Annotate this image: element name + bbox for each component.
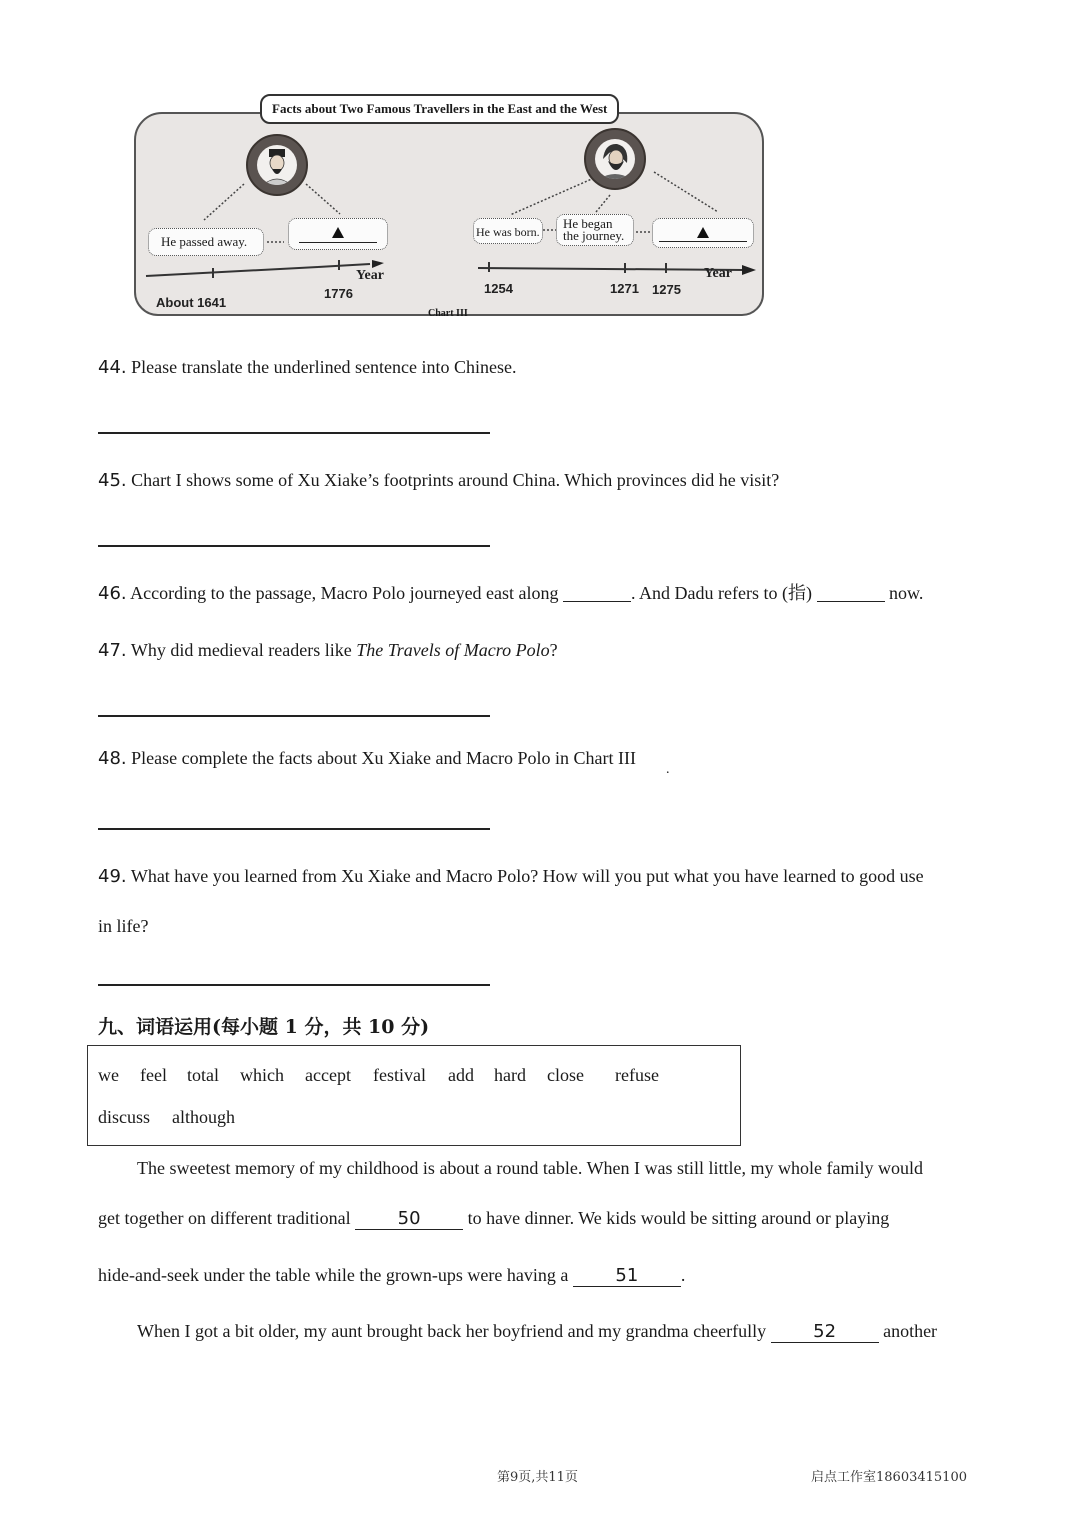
fact-box-began-journey: He began the journey.: [556, 214, 634, 246]
blank-46b[interactable]: [817, 583, 885, 602]
word-bank-item: which: [240, 1065, 284, 1085]
page-number: 第9页,共11页: [497, 1470, 578, 1485]
studio-contact: 启点工作室18603415100: [811, 1470, 967, 1485]
stray-mark: .: [666, 762, 670, 777]
question-44: 44. Please translate the underlined sentence into Chinese.: [98, 357, 517, 378]
word-bank-box: [87, 1045, 741, 1146]
tick-1254: [488, 262, 490, 272]
blank-51[interactable]: 51: [573, 1266, 681, 1287]
passage-line-4: When I got a bit older, my aunt brought back her boyfriend and my grandma cheerfully 52 another: [137, 1321, 938, 1342]
fact-box-passed-away: He passed away.: [148, 228, 264, 256]
word-bank-item: total: [187, 1065, 219, 1085]
chart-caption: Chart III: [428, 308, 468, 319]
question-47: 47. Why did medieval readers like The Travels of Macro Polo?: [98, 640, 558, 661]
year-1254: 1254: [484, 281, 513, 296]
word-bank-item: festival: [373, 1065, 426, 1085]
answer-line: [299, 242, 377, 243]
answer-line-49[interactable]: [98, 984, 490, 986]
answer-line-48[interactable]: [98, 828, 490, 830]
fact-box-blank-right[interactable]: [652, 218, 754, 248]
axis-label-year-right: Year: [704, 266, 732, 281]
xu-xiake-portrait-icon: [246, 134, 308, 196]
fact-box-blank-left[interactable]: [288, 218, 388, 250]
year-1275: 1275: [652, 282, 681, 297]
question-48: 48. Please complete the facts about Xu Xiake and Macro Polo in Chart III: [98, 748, 636, 769]
axis-label-year-left: Year: [356, 268, 384, 283]
passage-line-3: hide-and-seek under the table while the grown-ups were having a 51 .: [98, 1265, 686, 1286]
word-bank-item: although: [172, 1107, 235, 1127]
word-bank-item: we: [98, 1065, 119, 1085]
question-45: 45. Chart I shows some of Xu Xiake’s footprints around China. Which provinces did he visit?: [98, 470, 780, 491]
blank-52[interactable]: 52: [771, 1322, 879, 1343]
blank-46a[interactable]: [563, 583, 631, 602]
word-bank-item: add: [448, 1065, 474, 1085]
word-bank-item: close: [547, 1065, 584, 1085]
word-bank-item: accept: [305, 1065, 351, 1085]
word-bank-item: hard: [494, 1065, 526, 1085]
question-49-continued: in life?: [98, 916, 149, 936]
chart-title: Facts about Two Famous Travellers in the East and the West: [260, 94, 619, 124]
marco-polo-portrait-icon: [584, 128, 646, 190]
answer-line-45[interactable]: [98, 545, 490, 547]
blank-50[interactable]: 50: [355, 1209, 463, 1230]
word-bank-item: discuss: [98, 1107, 151, 1127]
fact-box-was-born: He was born.: [473, 218, 543, 244]
question-49: 49. What have you learned from Xu Xiake and Macro Polo? How will you put what you have learned to good use: [98, 866, 924, 887]
tick-1275: [665, 263, 667, 273]
answer-line-44[interactable]: [98, 432, 490, 434]
answer-line-47[interactable]: [98, 715, 490, 717]
triangle-marker-icon: [697, 227, 709, 238]
section-title: 九、词语运用(每小题 1 分，共 10 分): [98, 1016, 430, 1038]
year-1271: 1271: [610, 281, 639, 296]
word-bank-item: feel: [140, 1065, 167, 1085]
tick-1776: [338, 260, 340, 270]
passage-line-2: get together on different traditional 50 to have dinner. We kids would be sitting around or playing: [98, 1208, 890, 1229]
question-46: 46. According to the passage, Macro Polo journeyed east along . And Dadu refers to (指) now.: [98, 583, 924, 604]
passage-line-1: The sweetest memory of my childhood is about a round table. When I was still little, my whole family would: [137, 1158, 924, 1178]
year-about-1641: About 1641: [156, 295, 227, 310]
year-1776: 1776: [324, 286, 353, 301]
word-bank-item: refuse: [615, 1065, 659, 1085]
tick-1271: [624, 263, 626, 273]
triangle-marker-icon: [332, 227, 344, 238]
tick-1641: [212, 268, 214, 278]
chart-three: [132, 92, 764, 322]
answer-line: [659, 241, 747, 242]
